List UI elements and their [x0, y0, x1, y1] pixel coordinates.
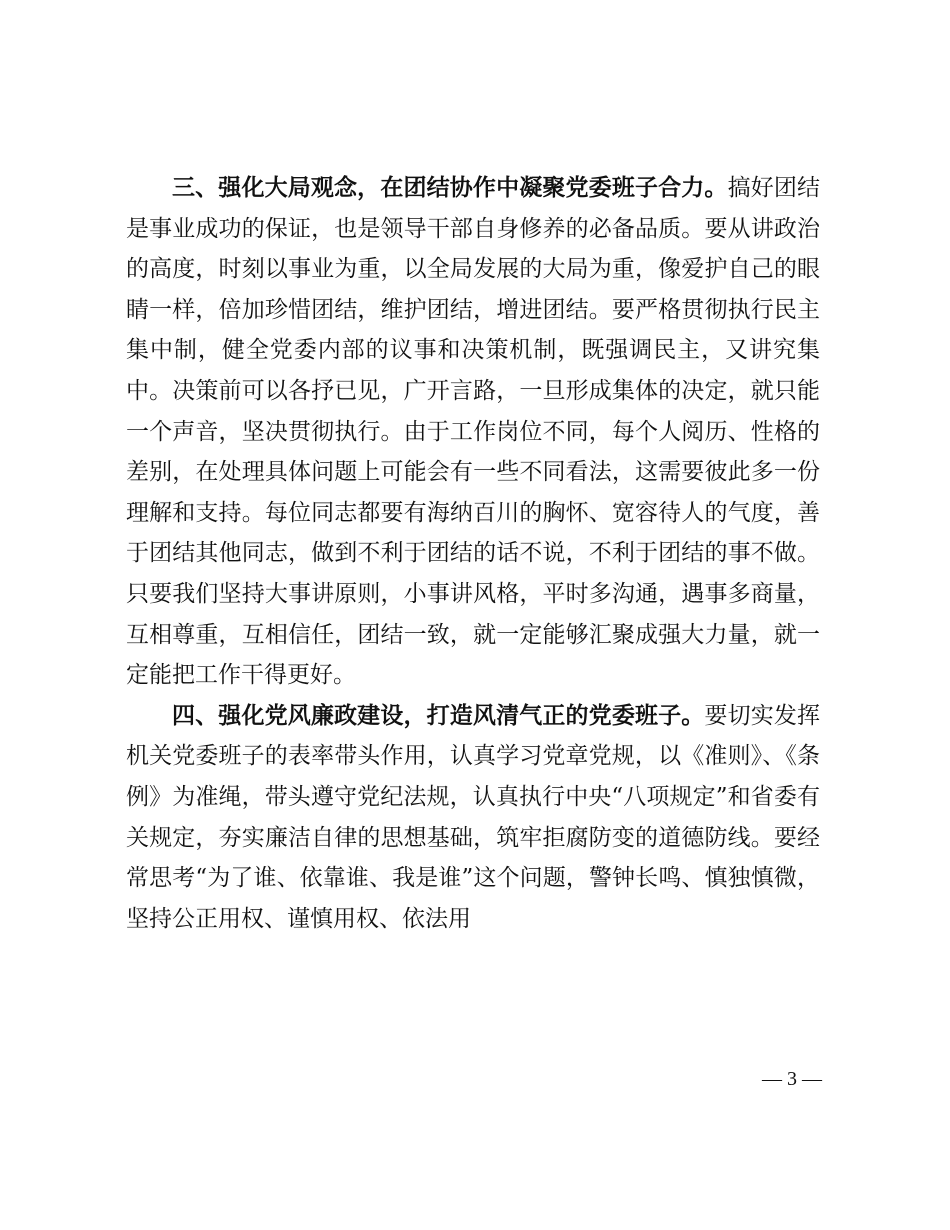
section-3-heading: 三、强化大局观念，在团结协作中凝聚党委班子合力。 — [172, 175, 728, 201]
page-number: — 3 — — [762, 1068, 822, 1090]
document-body — [126, 168, 820, 939]
paragraph-section-4 — [126, 696, 820, 940]
paragraph-section-3 — [126, 168, 820, 696]
section-4-body: 要切实发挥机关党委班子的表率带头作用，认真学习党章党规，以《准则》、《条例》为准绳，带头遵守党纪法规，认真执行中央“八项规定”和省委有关规定，夯实廉洁自律的思想基础，筑牢拒腐防变的道德防线。要经常思考“为了谁、依靠谁、我是谁”这个问题，警钟长鸣、慎独慎微，坚持公正用权、谨慎用权、依法用 — [126, 702, 821, 932]
section-4-heading: 四、强化党风廉政建设，打造风清气正的党委班子。 — [172, 702, 705, 729]
section-3-body: 搞好团结是事业成功的保证，也是领导干部自身修养的必备品质。要从讲政治的高度，时刻以事业为重，以全局发展的大局为重，像爱护自己的眼睛一样，倍加珍惜团结，维护团结，增进团结。要严格贯彻执行民主集中制，健全党委内部的议事和决策机制，既强调民主，又讲究集中。决策前可以各抒已见，广开言路，一旦形成集体的决定，就只能一个声音，坚决贯彻执行。由于工作岗位不同，每个人阅历、性格的差别，在处理具体问题上可能会有一些不同看法，这需要彼此多一份理解和支持。每位同志都要有海纳百川的胸怀、宽容待人的气度，善于团结其他同志，做到不利于团结的话不说，不利于团结的事不做。只要我们坚持大事讲原则，小事讲风格，平时多沟通，遇事多商量，互相尊重，互相信任，团结一致，就一定能够汇聚成强大力量，就一定能把工作干得更好。 — [126, 175, 821, 689]
